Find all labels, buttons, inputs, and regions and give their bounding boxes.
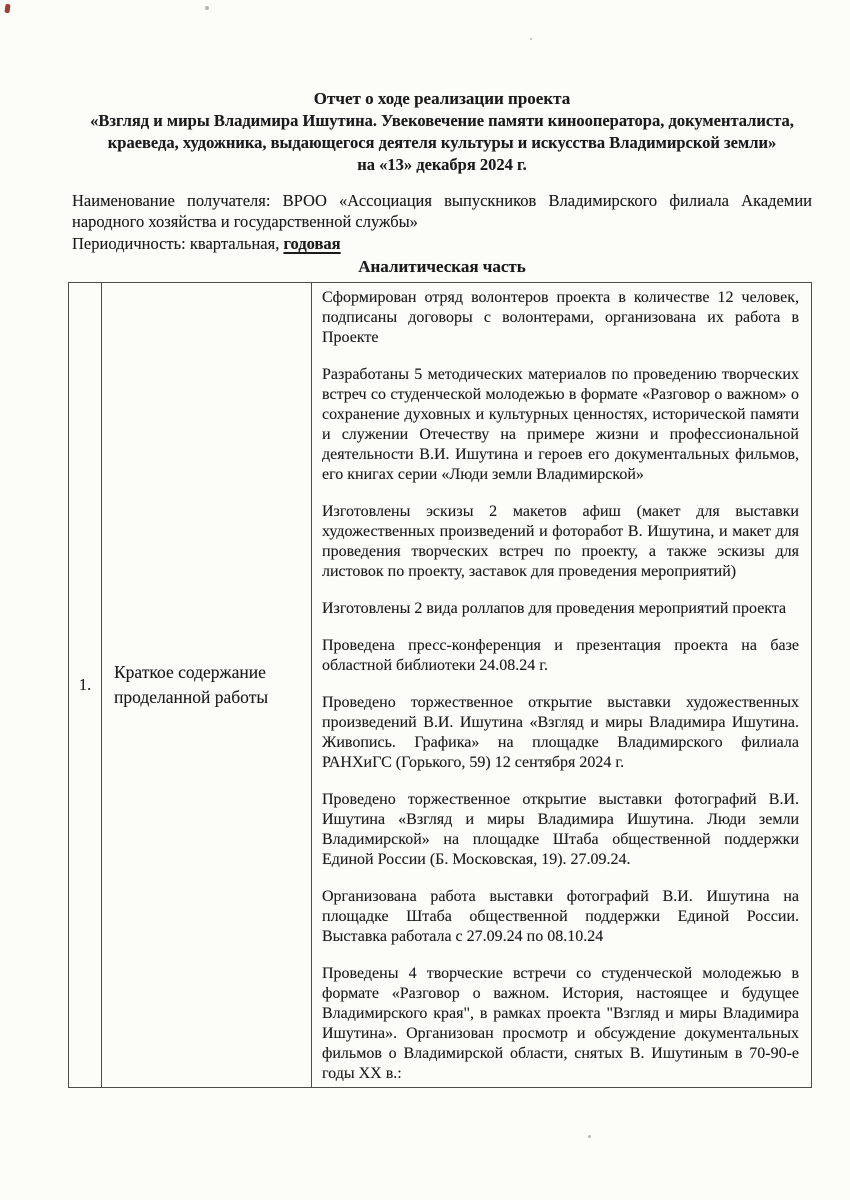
scan-speck (588, 1135, 591, 1138)
report-paragraph: Изготовлены эскизы 2 макетов афиш (макет для выставки художественных произведений и фоторабот В. Ишутина, и макет для проведения творческих встреч по проекту, а также эскизы для листовок по проекту, заставок для проведения мероприятий) (322, 503, 799, 580)
report-paragraph: Организована работа выставки фотографий В.И. Ишутина на площадке Штаба общественной поддержки Единой России. Выставка работала с 27.09.24 по 08.10.24 (322, 888, 799, 945)
periodicity-value: годовая (283, 234, 341, 253)
periodicity-label: Периодичность: квартальная, (72, 234, 284, 253)
analytical-table (68, 282, 812, 1088)
report-paragraph: Проведено торжественное открытие выставки фотографий В.И. Ишутина «Взгляд и миры Владимира Ишутина. Люди земли Владимирской» на площадке Штаба общественной поддержки Единой России (Б. Московская, 19). 27.09.24. (322, 791, 799, 868)
periodicity-line (72, 233, 812, 254)
report-paragraph: Сформирован отряд волонтеров проекта в количестве 12 человек, подписаны договоры с волонтерами, организована их работа в Проекте (322, 289, 799, 346)
report-subtitle: «Взгляд и миры Владимира Ишутина. Увековечение памяти кинооператора, документалиста, краеведа, художника, выдающегося деятеля культуры и искусства Владимирской земли» (90, 111, 794, 152)
report-paragraph: Проведены 4 творческие встречи со студенческой молодежью в формате «Разговор о важном. История, настоящее и будущее Владимирского края", в рамках проекта "Взгляд и миры Владимира Ишутина». Организован просмотр и обсуждение документальных фильмов о Владимирской области, снятых В. Ишутиным в 70-90-е годы XX в.: (322, 965, 799, 1082)
scan-corner-mark (4, 4, 10, 14)
report-paragraph: Разработаны 5 методических материалов по проведению творческих встреч со студенческой молодежью в формате «Разговор о важном» о сохранение духовных и культурных ценностях, исторической памяти и служении Отечеству на примере жизни и профессиональной деятельности В.И. Ишутина и героев его документальных фильмов, его книгах серии «Люди земли Владимирской» (322, 366, 799, 483)
row-label-cell: Краткое содержание проделанной работы (102, 283, 312, 1088)
report-paragraph: Проведена пресс-конференция и презентация проекта на базе областной библиотеки 24.08.24 г. (322, 637, 799, 674)
section-title: Аналитическая часть (358, 257, 526, 276)
report-title: Отчет о ходе реализации проекта (313, 89, 571, 108)
row-content-cell (312, 283, 812, 1088)
report-paragraph: Проведено торжественное открытие выставки художественных произведений В.И. Ишутина «Взгляд и миры Владимира Ишутина. Живопись. Графика» на площадке Владимирского филиала РАНХиГС (Горького, 59) 12 сентября 2024 г. (322, 694, 799, 771)
report-paragraph: Изготовлены 2 вида роллапов для проведения мероприятий проекта (322, 600, 787, 617)
scan-speck (205, 6, 209, 10)
row-number-cell: 1. (69, 283, 102, 1088)
scan-speck (530, 38, 532, 40)
table-row (69, 283, 812, 1088)
recipient-line: Наименование получателя: ВРОО «Ассоциация выпускников Владимирского филиала Академии народного хозяйства и государственной службы» (72, 191, 812, 231)
report-header (72, 88, 812, 278)
report-date-line: на «13» декабря 2024 г. (357, 155, 527, 174)
